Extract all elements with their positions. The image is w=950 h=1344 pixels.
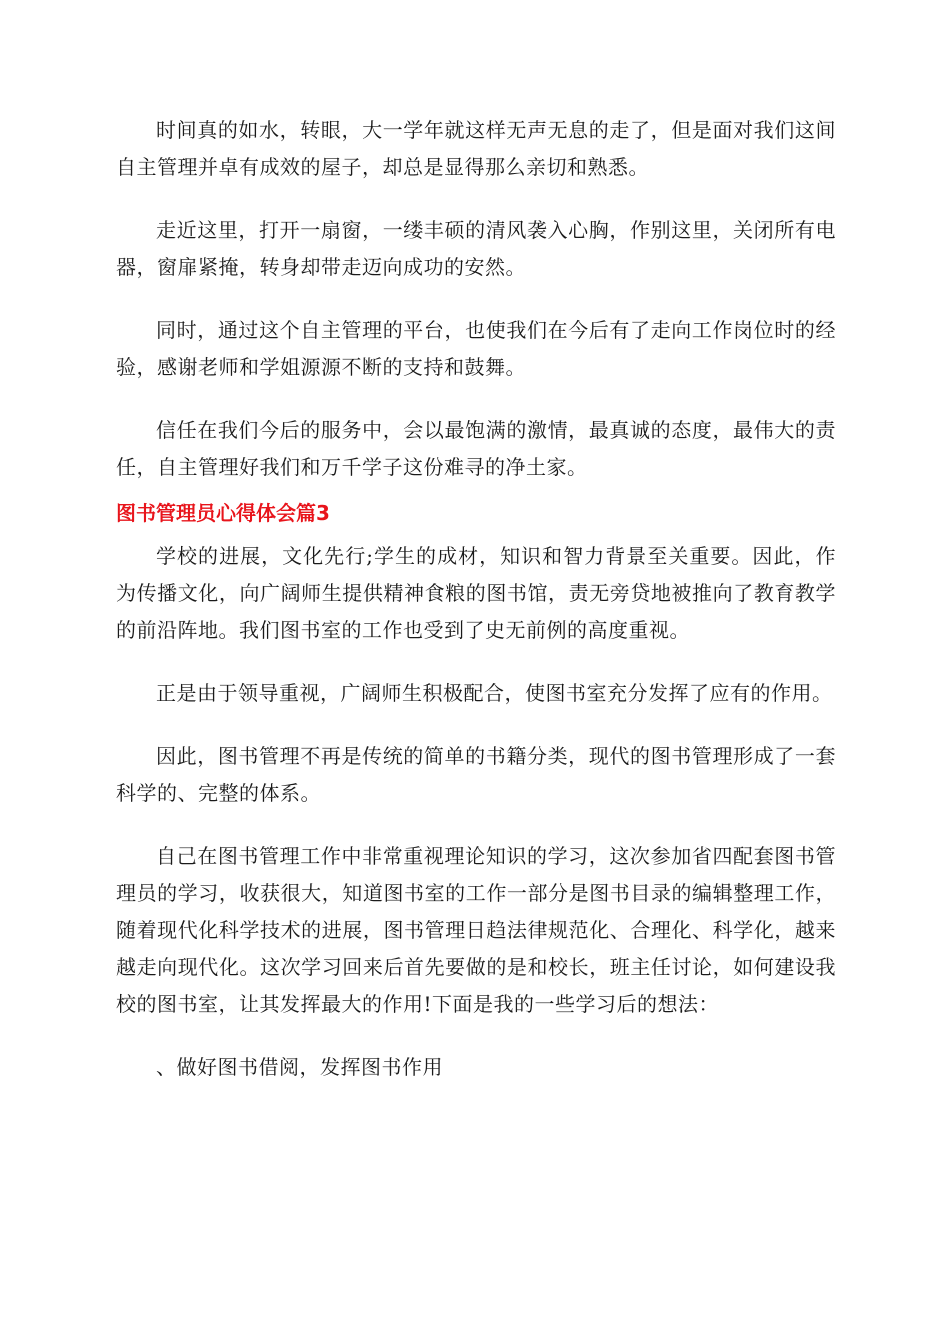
section-heading: 图书管理员心得体会篇3 (116, 501, 330, 525)
paragraph: 走近这里，打开一扇窗，一缕丰硕的清风袭入心胸，作别这里，关闭所有电器，窗扉紧掩，转身却带走迈向成功的安然。 (116, 218, 836, 279)
paragraph: 学校的进展，文化先行;学生的成材，知识和智力背景至关重要。因此，作为传播文化，向广阔师生提供精神食粮的图书馆，责无旁贷地被推向了教育教学的前沿阵地。我们图书室的工作也受到了史无前例的高度重视。 (116, 544, 836, 642)
paragraph: 因此，图书管理不再是传统的简单的书籍分类，现代的图书管理形成了一套科学的、完整的体系。 (116, 744, 836, 805)
paragraph: 同时，通过这个自主管理的平台，也使我们在今后有了走向工作岗位时的经验，感谢老师和学姐源源不断的支持和鼓舞。 (116, 318, 836, 379)
document-body (116, 112, 836, 1112)
paragraph: 信任在我们今后的服务中，会以最饱满的激情，最真诚的态度，最伟大的责任，自主管理好我们和万千学子这份难寻的净土家。 (116, 418, 836, 479)
paragraph: 自己在图书管理工作中非常重视理论知识的学习，这次参加省四配套图书管理员的学习，收获很大，知道图书室的工作一部分是图书目录的编辑整理工作，随着现代化科学技术的进展，图书管理日趋法律规范化、合理化、科学化，越来越走向现代化。这次学习回来后首先要做的是和校长，班主任讨论，如何建设我校的图书室，让其发挥最大的作用!下面是我的一些学习后的想法： (116, 844, 836, 1016)
paragraph: 正是由于领导重视，广阔师生积极配合，使图书室充分发挥了应有的作用。 (156, 681, 833, 705)
paragraph: 、做好图书借阅，发挥图书作用 (156, 1055, 443, 1079)
paragraph: 时间真的如水，转眼，大一学年就这样无声无息的走了，但是面对我们这间自主管理并卓有成效的屋子，却总是显得那么亲切和熟悉。 (116, 118, 836, 179)
